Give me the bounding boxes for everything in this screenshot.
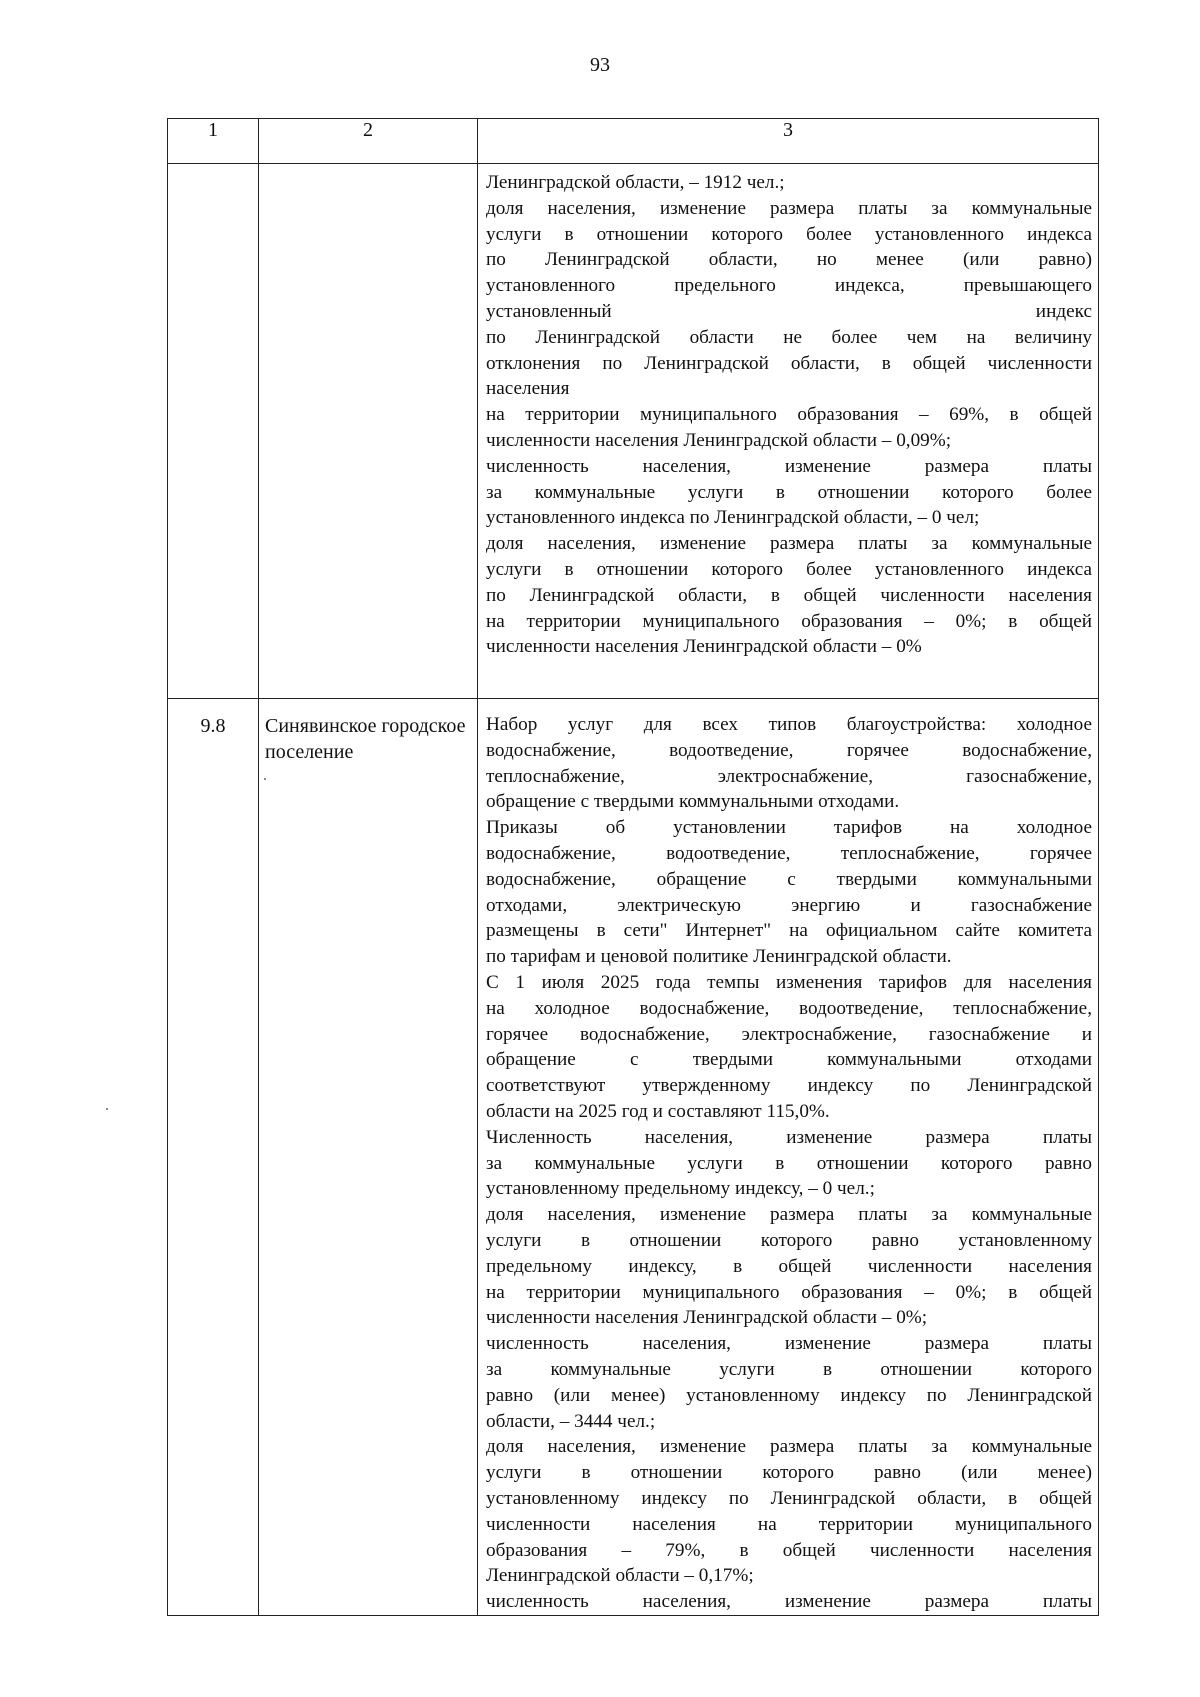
text-line: за коммунальные услуги в отношении которого более — [486, 481, 1092, 503]
header-col-2: 2 — [259, 119, 478, 164]
text-line: услуги в отношении которого более установленного индекса — [486, 223, 1092, 245]
page-number: 93 — [590, 54, 610, 76]
text-line: водоснабжение, обращение с твердыми коммунальными — [486, 868, 1092, 890]
text-line: образования – 79%, в общей численности населения — [486, 1539, 1092, 1561]
municipality-name: Синявинское городское поселение — [259, 699, 478, 1616]
row-description — [478, 699, 1099, 1616]
text-line: численности населения Ленинградской области – 0%; — [486, 1307, 928, 1329]
text-line: на холодное водоснабжение, водоотведение, теплоснабжение, — [486, 997, 1092, 1019]
text-line: теплоснабжение, электроснабжение, газоснабжение, — [486, 765, 1092, 787]
text-line: обращение с твердыми коммунальными отходами — [486, 1049, 1092, 1071]
text-line: на территории муниципального образования – 69%, в общей — [486, 404, 1092, 426]
text-line: равно (или менее) установленному индексу по Ленинградской — [486, 1384, 1092, 1406]
text-line: услуги в отношении которого равно установленному — [486, 1229, 1092, 1251]
table-header-row — [168, 119, 1099, 164]
text-line: населения — [486, 378, 570, 400]
text-line: отклонения по Ленинградской области, в общей численности — [486, 352, 1092, 374]
data-table — [167, 118, 1099, 1616]
text-line: предельному индексу, в общей численности населения — [486, 1255, 1092, 1277]
text-line: по Ленинградской области, в общей численности населения — [486, 584, 1092, 606]
text-line: установленному индексу по Ленинградской области, в общей — [486, 1487, 1092, 1509]
text-line: численность населения, изменение размера платы — [486, 1591, 1092, 1613]
text-line: доля населения, изменение размера платы за коммунальные — [486, 1204, 1092, 1226]
text-line: установленного индекса по Ленинградской области, – 0 чел; — [486, 507, 980, 529]
text-line: Набор услуг для всех типов благоустройства: холодное — [486, 714, 1092, 735]
text-line: С 1 июля 2025 года темпы изменения тарифов для населения — [486, 971, 1092, 993]
row-description — [478, 164, 1099, 699]
text-line: численности населения на территории муниципального — [486, 1513, 1092, 1535]
text-line: водоснабжение, водоотведение, горячее водоснабжение, — [486, 739, 1092, 761]
text-line: услуги в отношении которого более установленного индекса — [486, 558, 1092, 580]
text-line: численность населения, изменение размера платы — [486, 1333, 1092, 1355]
text-line: горячее водоснабжение, электроснабжение, газоснабжение и — [486, 1023, 1092, 1045]
row-number: 9.8 — [168, 699, 259, 1616]
text-line: по Ленинградской области не более чем на величину — [486, 326, 1092, 348]
text-line: численности населения Ленинградской области – 0,09%; — [486, 429, 952, 451]
text-line: Численность населения, изменение размера платы — [486, 1126, 1092, 1148]
text-line: численности населения Ленинградской области – 0% — [486, 636, 922, 658]
text-line: обращение с твердыми коммунальными отходами. — [486, 791, 900, 813]
row-number — [168, 164, 259, 699]
text-line: на территории муниципального образования – 0%; в общей — [486, 610, 1092, 632]
text-line: Ленинградской области – 0,17%; — [486, 1565, 754, 1587]
text-line: по тарифам и ценовой политике Ленинградской области. — [486, 946, 952, 968]
text-line: установленному предельному индексу, – 0 чел.; — [486, 1178, 875, 1200]
text-line: за коммунальные услуги в отношении которого равно — [486, 1152, 1092, 1174]
text-line: по Ленинградской области, но менее (или равно) — [486, 249, 1092, 271]
text-line: Приказы об установлении тарифов на холодное — [486, 817, 1092, 839]
text-line: доля населения, изменение размера платы за коммунальные — [486, 1436, 1092, 1458]
text-line: доля населения, изменение размера платы за коммунальные — [486, 197, 1092, 219]
text-line: установленного предельного индекса, превышающего — [486, 275, 1092, 297]
text-line: за коммунальные услуги в отношении которого — [486, 1358, 1092, 1380]
text-line: соответствуют утвержденному индексу по Ленинградской — [486, 1075, 1092, 1097]
text-line: услуги в отношении которого равно (или менее) — [486, 1462, 1092, 1484]
text-line: водоснабжение, водоотведение, теплоснабжение, горячее — [486, 842, 1092, 864]
table-row — [168, 164, 1099, 699]
header-col-1: 1 — [168, 119, 259, 164]
text-line: Ленинградской области, – 1912 чел.; — [486, 172, 785, 193]
scan-speck — [264, 778, 266, 780]
scan-speck — [106, 1108, 108, 1110]
text-line: установленный индекс — [486, 300, 1092, 322]
municipality-name — [259, 164, 478, 699]
text-line: на территории муниципального образования – 0%; в общей — [486, 1281, 1092, 1303]
text-line: области, – 3444 чел.; — [486, 1410, 656, 1432]
header-col-3: 3 — [478, 119, 1099, 164]
text-line: численность населения, изменение размера платы — [486, 455, 1092, 477]
text-line: отходами, электрическую энергию и газоснабжение — [486, 894, 1092, 916]
text-line: области на 2025 год и составляют 115,0%. — [486, 1100, 830, 1122]
text-line: размещены в сети" Интернет" на официальном сайте комитета — [486, 920, 1092, 942]
text-line: доля населения, изменение размера платы за коммунальные — [486, 533, 1092, 555]
table-row — [168, 699, 1099, 1616]
